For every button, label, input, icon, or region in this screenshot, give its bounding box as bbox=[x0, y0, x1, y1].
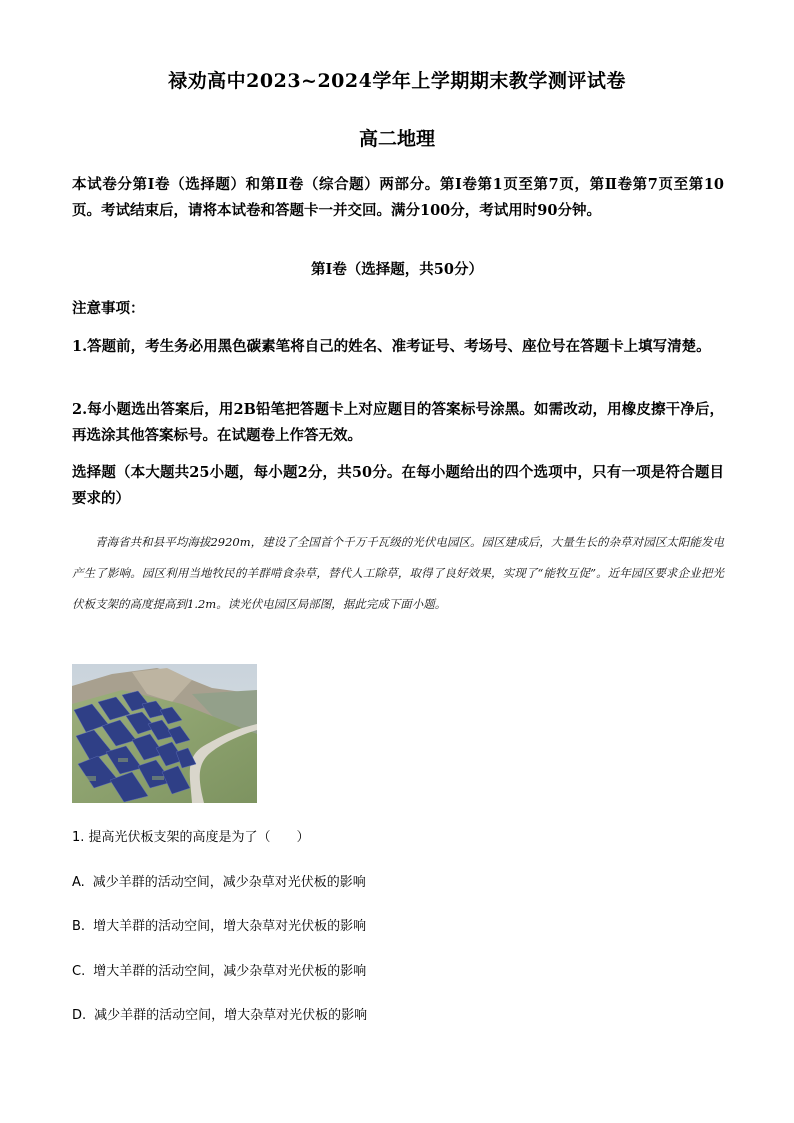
exam-instructions: 本试卷分第Ⅰ卷（选择题）和第Ⅱ卷（综合题）两部分。第Ⅰ卷第1页至第7页，第Ⅱ卷第7页至第10页。考试结束后，请将本试卷和答题卡一并交回。满分100分，考试用时90分钟。 bbox=[72, 176, 724, 219]
option-c-letter: C. bbox=[72, 964, 86, 979]
option-b-text: 增大羊群的活动空间，增大杂草对光伏板的影响 bbox=[93, 919, 367, 934]
option-d[interactable] bbox=[72, 1004, 367, 1023]
choice-section-heading: 选择题（本大题共25小题，每小题2分，共50分。在每小题给出的四个选项中，只有一项是符合题目要求的） bbox=[72, 464, 724, 507]
note-2: 2.每小题选出答案后，用2B铅笔把答题卡上对应题目的答案标号涂黑。如需改动，用橡皮擦干净后，再选涂其他答案标号。在试题卷上作答无效。 bbox=[72, 401, 724, 444]
option-c[interactable] bbox=[72, 960, 366, 979]
option-c-text: 增大羊群的活动空间，减少杂草对光伏板的影响 bbox=[93, 964, 367, 979]
question-1-stem: 1. 提高光伏板支架的高度是为了（ ） bbox=[72, 830, 310, 845]
option-d-text: 减少羊群的活动空间，增大杂草对光伏板的影响 bbox=[94, 1008, 368, 1023]
option-b-letter: B. bbox=[72, 919, 86, 934]
note-1: 1.答题前，考生务必用黑色碳素笔将自己的姓名、准考证号、考场号、座位号在答题卡上填写清楚。 bbox=[72, 338, 711, 355]
option-a-text: 减少羊群的活动空间，减少杂草对光伏板的影响 bbox=[92, 875, 366, 890]
reading-material: 青海省共和县平均海拔2920m，建设了全国首个千万千瓦级的光伏电园区。园区建成后，大量生长的杂草对园区太阳能发电产生了影响。园区利用当地牧民的羊群啃食杂草，替代人工除草，取得了良好效果，实现了“能牧互促”。近年园区要求企业把光伏板支架的高度提高到1.2m。读光伏电园区局部图，据此完成下面小题。 bbox=[72, 535, 724, 611]
section-heading: 第Ⅰ卷（选择题，共50分） bbox=[311, 261, 483, 278]
subject-title: 高二地理 bbox=[358, 128, 435, 150]
option-a-letter: A. bbox=[72, 875, 85, 890]
option-a[interactable] bbox=[72, 871, 366, 890]
solar-park-photo bbox=[72, 664, 257, 803]
exam-title: 禄劝高中2023~2024学年上学期期末教学测评试卷 bbox=[168, 70, 626, 92]
notes-heading: 注意事项： bbox=[72, 300, 145, 317]
option-b[interactable] bbox=[72, 915, 366, 934]
option-d-letter: D. bbox=[72, 1008, 87, 1023]
